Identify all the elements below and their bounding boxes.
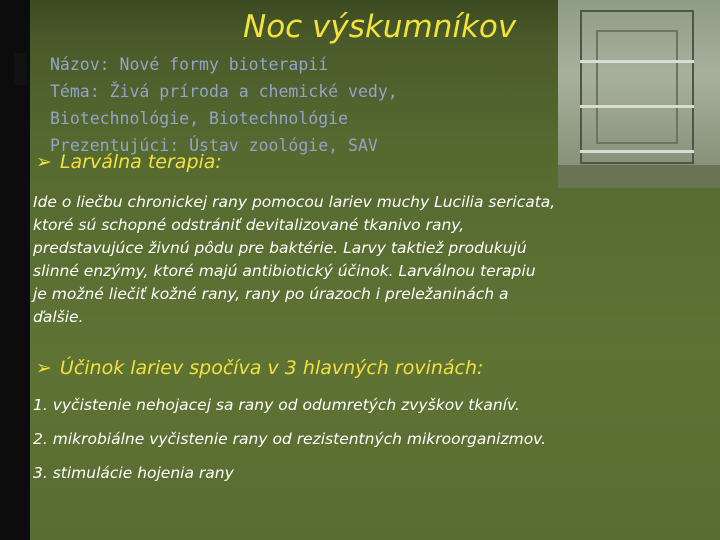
section-heading-larval-therapy [36, 151, 222, 173]
section-heading-effect [36, 357, 483, 379]
paragraph-line: Ide o liečbu chronickej rany pomocou lariev muchy Lucilia sericata, [33, 193, 556, 211]
cabinet-shelf [580, 105, 694, 108]
cabinet-inner-frame [596, 30, 678, 144]
info-line-topic-cont: Biotechnológie, Biotechnológie [50, 109, 349, 128]
cabinet-shelf [580, 60, 694, 63]
section-heading-label: Účinok lariev spočíva v 3 hlavných rovinách: [59, 357, 484, 379]
paragraph-line: ktoré sú schopné odstrániť devitalizované tkanivo rany, [33, 216, 465, 234]
list-item: 1. vyčistenie nehojacej sa rany od odumretých zvyškov tkanív. [33, 396, 520, 414]
cabinet-base [558, 165, 720, 188]
accent-block [14, 53, 27, 85]
paragraph-line: predstavujúce živnú pôdu pre baktérie. Larvy taktiež produkujú [33, 239, 527, 257]
list-item: 3. stimulácie hojenia rany [33, 464, 234, 482]
description-paragraph [33, 191, 623, 329]
list-item: 2. mikrobiálne vyčistenie rany od rezistentných mikroorganizmov. [33, 430, 547, 448]
slide-title: Noc výskumníkov [243, 9, 517, 45]
bullet-arrow-icon: ➢ [36, 357, 52, 379]
cabinet-shelf [580, 150, 694, 153]
bullet-arrow-icon: ➢ [36, 151, 52, 173]
paragraph-line: ďalšie. [33, 308, 84, 326]
presentation-info [50, 51, 398, 159]
info-line-topic: Téma: Živá príroda a chemické vedy, [50, 82, 398, 101]
lab-cabinet-photo [558, 0, 720, 188]
paragraph-line: slinné enzýmy, ktoré majú antibiotický účinok. Larválnou terapiu [33, 262, 536, 280]
section-heading-label: Larválna terapia: [59, 151, 222, 173]
effect-list [33, 394, 546, 496]
info-line-name: Názov: Nové formy bioterapií [50, 55, 329, 74]
info-line-presenter: Prezentujúci: Ústav zoológie, SAV [50, 136, 378, 155]
paragraph-line: je možné liečiť kožné rany, rany po úrazoch i preležaninách a [33, 285, 509, 303]
